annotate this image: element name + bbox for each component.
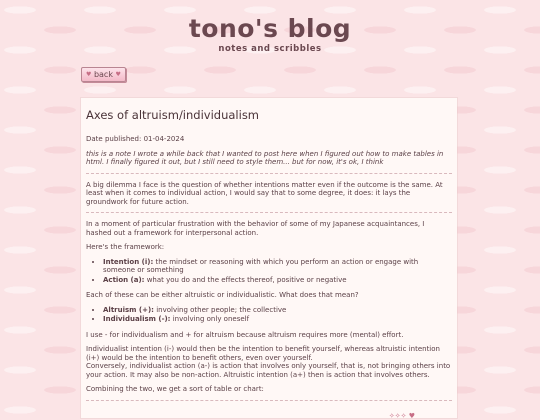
framework-list	[86, 258, 452, 285]
post-title: Axes of altruism/individualism	[86, 108, 260, 122]
framework-intro: Here's the framework:	[86, 243, 165, 251]
list-term: Altruism (+):	[103, 305, 154, 314]
divider	[86, 173, 452, 174]
post-card	[81, 98, 457, 418]
back-button-label: back	[93, 70, 113, 79]
sparkle-icon: ✧✧✧	[388, 412, 407, 420]
paragraph: Combining the two, we get a sort of table or chart:	[86, 385, 264, 393]
list-desc: involving other people; the collective	[153, 305, 287, 314]
list-item	[103, 258, 452, 275]
paragraph: I use - for individualism and + for altruism because altruism requires more (mental) effort.	[86, 330, 404, 339]
heart-icon: ♥	[408, 412, 415, 420]
post-date: Date published: 01-04-2024	[86, 135, 185, 143]
list-term: Intention (i):	[103, 257, 154, 266]
paragraph: Conversely, individualist action (a-) is action that involves only yourself, that is, not bringing others into your action. It may also be non-action. Altruistic intention (a+) then is action that involves others.	[86, 362, 451, 379]
blog-title[interactable]: tono's blog	[188, 14, 352, 43]
list-item	[103, 276, 452, 285]
blog-subtitle: notes and scribbles	[218, 44, 322, 54]
divider	[86, 212, 452, 213]
heart-icon: ♥	[86, 71, 92, 78]
back-button[interactable]	[81, 67, 126, 82]
paragraph: In a moment of particular frustration with the behavior of some of my Japanese acquaintances, I hashed out a framework for interpersonal action.	[86, 220, 425, 237]
list-desc: what you do and the effects thereof, positive or negative	[144, 275, 347, 284]
intro-note: this is a note I wrote a while back that I wanted to post here when I figured out how to make tables in html. I finally figured it out, but I still need to style them... but for now, it's ok, I think	[86, 149, 444, 166]
list-desc: the mindset or reasoning with which you perform an action or engage with someone or something	[103, 257, 419, 274]
site-header	[0, 14, 540, 54]
list-item	[103, 306, 452, 315]
decorative-badge	[389, 412, 415, 420]
divider	[86, 400, 452, 401]
list-item	[103, 315, 452, 324]
paragraph: Individualist intention (i-) would then be the intention to benefit yourself, whereas altruistic intention (i+) would be the intention to benefit others, even over yourself.	[86, 345, 440, 362]
list-term: Individualism (-):	[103, 315, 171, 323]
modes-list	[86, 306, 452, 324]
paragraph: Each of these can be either altruistic or individualistic. What does that mean?	[86, 291, 359, 299]
list-term: Action (a):	[103, 275, 145, 284]
heart-icon: ♥	[115, 71, 121, 78]
list-desc: involving only oneself	[170, 315, 250, 323]
paragraph: A big dilemma I face is the question of whether intentions matter even if the outcome is the same. At least when it comes to individual action, I would say that to some degree, it does: it lays the groundwork for future action.	[86, 180, 443, 206]
